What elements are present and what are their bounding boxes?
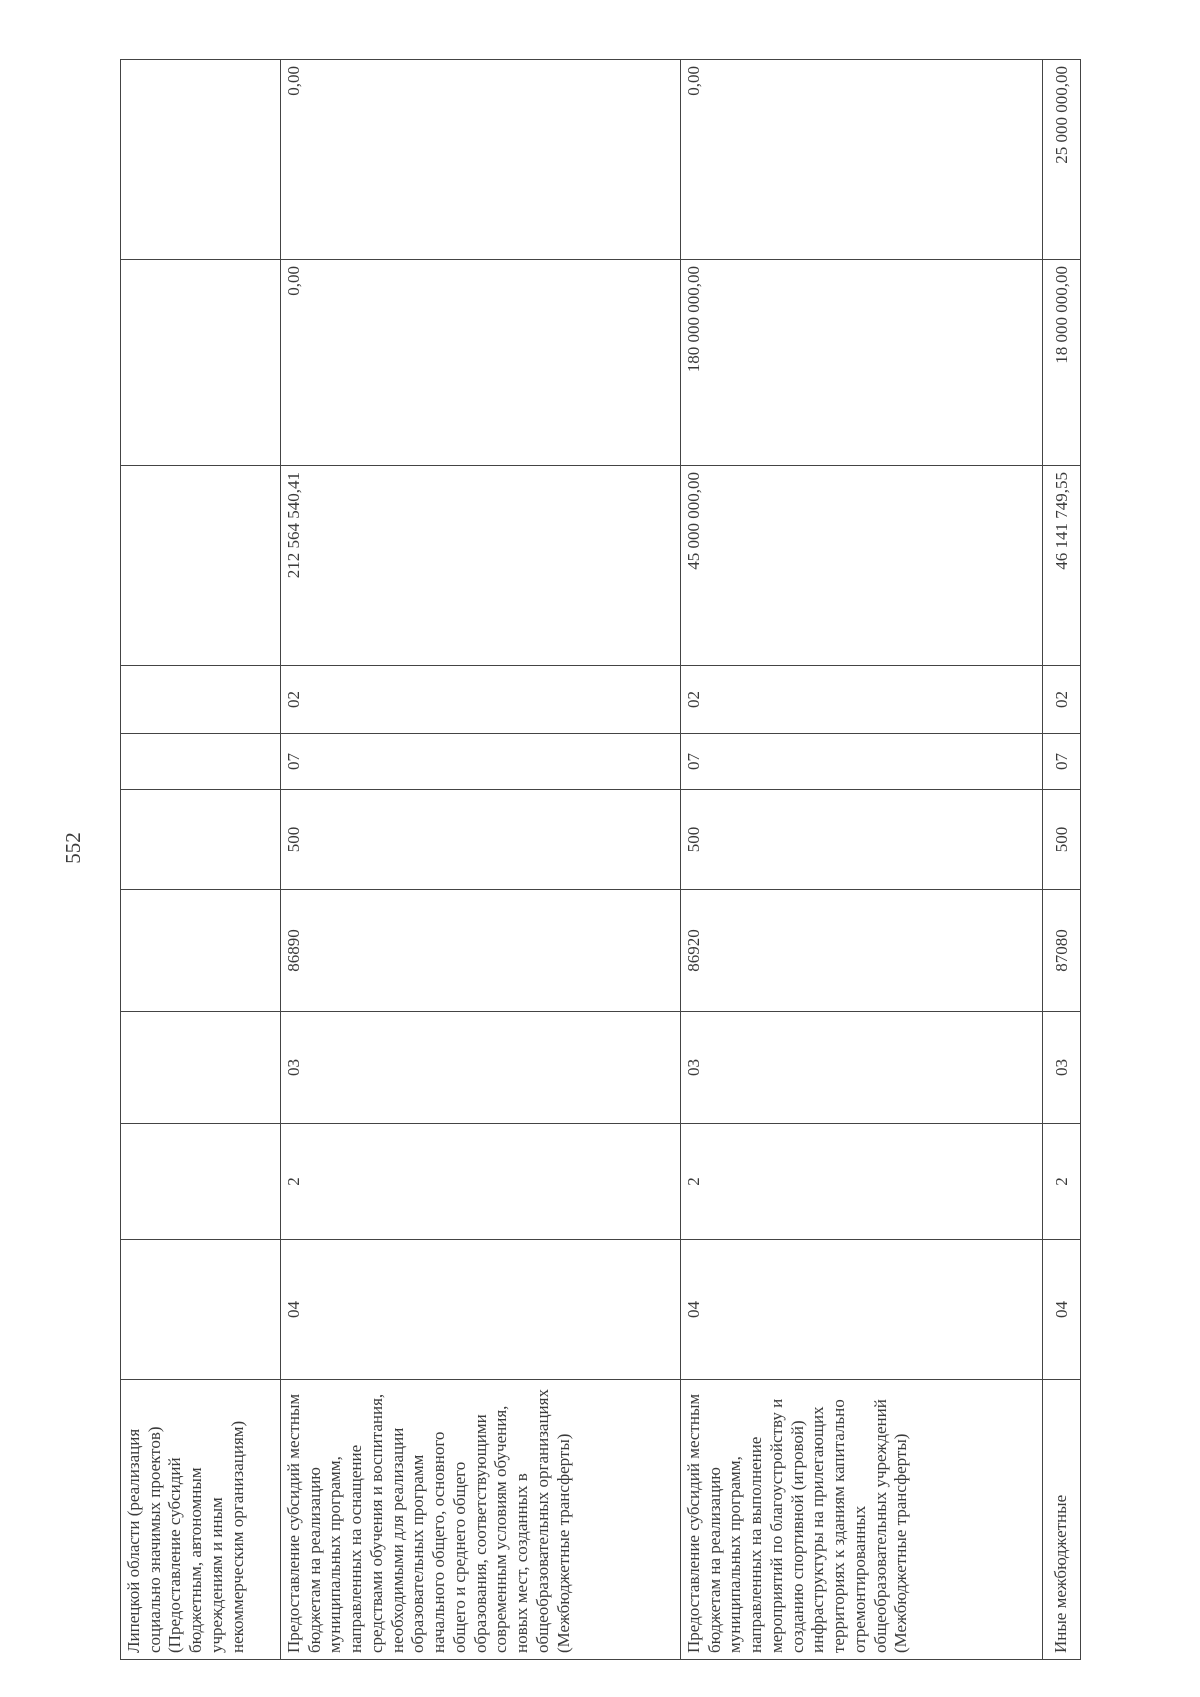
code-subprogram: 2 (681, 1124, 1043, 1240)
table-row (281, 60, 681, 1660)
code-section (121, 734, 281, 790)
code-activity (121, 1012, 281, 1124)
row-name: Иные межбюджетные (1043, 1380, 1081, 1660)
code-subsection: 02 (1043, 666, 1081, 734)
amount-year-2: 180 000 000,00 (681, 260, 1043, 466)
budget-table (120, 59, 1081, 1660)
code-section: 07 (1043, 734, 1081, 790)
amount-year-3 (121, 60, 281, 260)
code-expense-type: 500 (681, 790, 1043, 890)
code-subsection (121, 666, 281, 734)
amount-year-1: 45 000 000,00 (681, 466, 1043, 666)
row-name: Предоставление субсидий местным бюджетам на реализацию муниципальных программ, направленных на оснащение средствами обучения и воспитания, необходимыми для реализации образовательных программ начального общего, основного общего и среднего общего образования, соответствующими современным условиям обучения, новых мест, созданных в общеобразовательных организациях (Межбюджетные трансферты) (281, 1380, 681, 1660)
amount-year-1 (121, 466, 281, 666)
code-program: 04 (1043, 1240, 1081, 1380)
code-program (121, 1240, 281, 1380)
page-number: 552 (61, 832, 85, 864)
amount-year-1: 46 141 749,55 (1043, 466, 1081, 666)
table-row (121, 60, 281, 1660)
amount-year-2: 0,00 (281, 260, 681, 466)
code-direction (121, 890, 281, 1012)
row-name: Липецкой области (реализация социально значимых проектов) (Предоставление субсидий бюджетным, автономным учреждениям и иным некоммерческим организациям) (121, 1380, 281, 1660)
code-direction: 86920 (681, 890, 1043, 1012)
row-name: Предоставление субсидий местным бюджетам на реализацию муниципальных программ, направленных на выполнение мероприятий по благоустройству и созданию спортивной (игровой) инфраструктуры на прилегающих территориях к зданиям капитально отремонтированных общеобразовательных учреждений (Межбюджетные трансферты) (681, 1380, 1043, 1660)
amount-year-2 (121, 260, 281, 466)
code-section: 07 (281, 734, 681, 790)
amount-year-3: 0,00 (281, 60, 681, 260)
code-activity: 03 (1043, 1012, 1081, 1124)
table-row (681, 60, 1043, 1660)
code-subprogram: 2 (1043, 1124, 1081, 1240)
budget-table-rotated (120, 60, 1080, 1660)
table-row (1043, 60, 1081, 1660)
amount-year-3: 25 000 000,00 (1043, 60, 1081, 260)
code-direction: 87080 (1043, 890, 1081, 1012)
code-subsection: 02 (281, 666, 681, 734)
code-activity: 03 (281, 1012, 681, 1124)
code-subprogram: 2 (281, 1124, 681, 1240)
code-section: 07 (681, 734, 1043, 790)
code-activity: 03 (681, 1012, 1043, 1124)
code-direction: 86890 (281, 890, 681, 1012)
code-subsection: 02 (681, 666, 1043, 734)
amount-year-2: 18 000 000,00 (1043, 260, 1081, 466)
code-expense-type: 500 (1043, 790, 1081, 890)
code-expense-type (121, 790, 281, 890)
code-program: 04 (681, 1240, 1043, 1380)
amount-year-3: 0,00 (681, 60, 1043, 260)
code-subprogram (121, 1124, 281, 1240)
amount-year-1: 212 564 540,41 (281, 466, 681, 666)
code-expense-type: 500 (281, 790, 681, 890)
code-program: 04 (281, 1240, 681, 1380)
